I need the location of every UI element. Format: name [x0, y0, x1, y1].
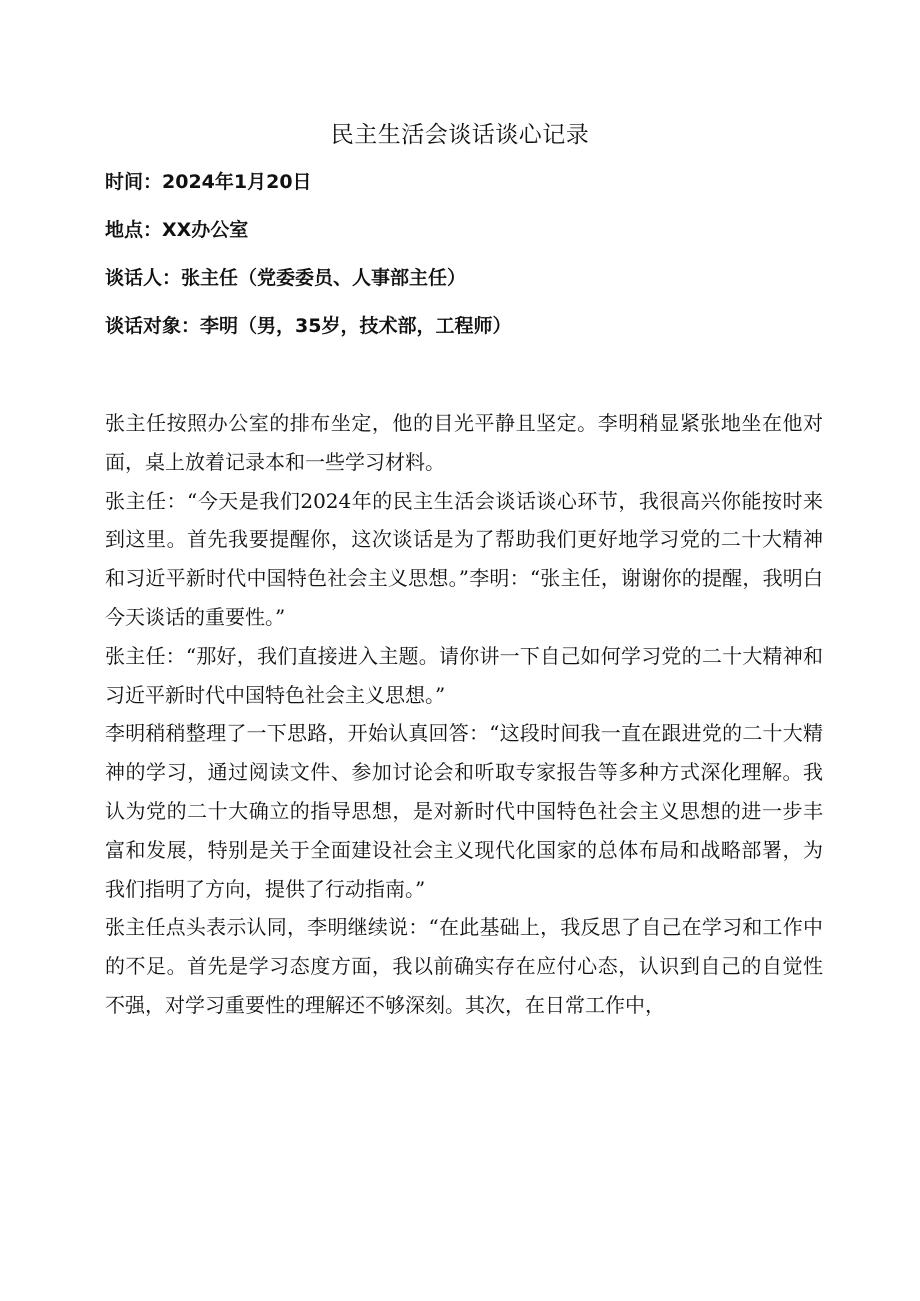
- paragraph-li-answer: 李明稍稍整理了一下思路，开始认真回答：“这段时间我一直在跟进党的二十大精神的学习，通过阅读文件、参加讨论会和听取专家报告等多种方式深化理解。我认为党的二十大确立的指导思想，是对新时代中国特色社会主义思想的进一步丰富和发展，特别是关于全面建设社会主义现代化国家的总体布局和战略部署，为我们指明了方向，提供了行动指南。”: [105, 721, 823, 901]
- paragraph-li-reflection: 张主任点头表示认同，李明继续说：“在此基础上，我反思了自己在学习和工作中的不足。首先是学习态度方面，我以前确实存在应付心态，认识到自己的自觉性不强，对学习重要性的理解还不够深刻。其次，在日常工作中，: [105, 915, 823, 1017]
- document-title: 民主生活会谈话谈心记录: [330, 122, 590, 148]
- interviewee: 谈话对象：李明（男，35岁，技术部，工程师）: [105, 315, 512, 337]
- meeting-info: [105, 166, 825, 358]
- interviewer: 谈话人：张主任（党委委员、人事部主任）: [105, 267, 467, 289]
- meeting-location: 地点：XX办公室: [105, 219, 249, 241]
- paragraph-zhang-intro: 张主任：“今天是我们2024年的民主生活会谈话谈心环节，我很高兴你能按时来到这里。首先我要提醒你，这次谈话是为了帮助我们更好地学习党的二十大精神和习近平新时代中国特色社会主义思想。”李明：“张主任，谢谢你的提醒，我明白今天谈话的重要性。”: [105, 488, 823, 629]
- meeting-time: 时间：2024年1月20日: [105, 171, 312, 193]
- paragraph-zhang-question: 张主任：“那好，我们直接进入主题。请你讲一下自己如何学习党的二十大精神和习近平新时代中国特色社会主义思想。”: [105, 643, 823, 707]
- paragraph-opening: 张主任按照办公室的排布坐定，他的目光平静且坚定。李明稍显紧张地坐在他对面，桌上放着记录本和一些学习材料。: [105, 411, 823, 474]
- record-body: [105, 404, 823, 1025]
